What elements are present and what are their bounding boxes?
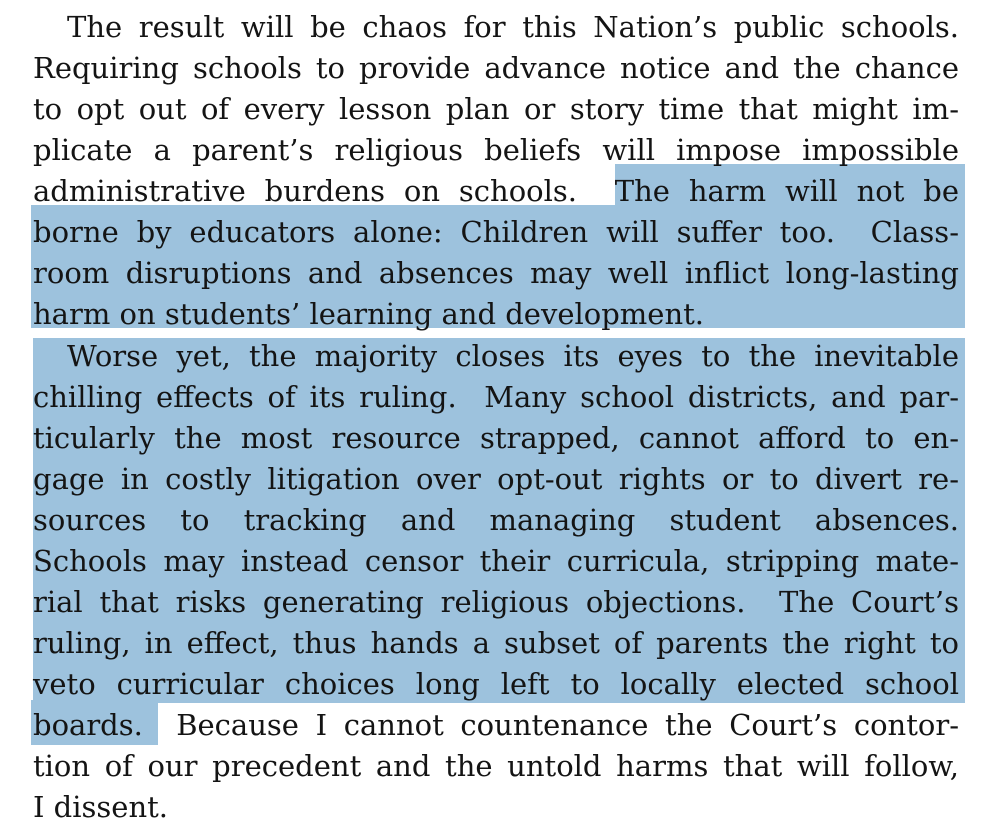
text-line: boards. Because I cannot countenance the Court’s contor- <box>33 708 959 742</box>
text-line: borne by educators alone: Children will suffer too. Class- <box>33 215 959 249</box>
text-line: ticularly the most resource strapped, cannot afford to en- <box>33 421 959 455</box>
text-line: administrative burdens on schools. The harm will not be <box>33 174 959 208</box>
text-line: gage in costly litigation over opt-out rights or to divert re- <box>33 462 959 496</box>
text-line: Schools may instead censor their curricula, stripping mate- <box>33 544 959 578</box>
text-line: plicate a parent’s religious beliefs will impose impossible <box>33 133 959 167</box>
text-line: room disruptions and absences may well inflict long-lasting <box>33 256 959 290</box>
text-line: I dissent. <box>33 790 168 824</box>
text-line: The result will be chaos for this Nation’s public schools. <box>67 10 959 44</box>
text-line: to opt out of every lesson plan or story time that might im- <box>33 92 959 126</box>
text-line: chilling effects of its ruling. Many school districts, and par- <box>33 380 959 414</box>
text-line: Requiring schools to provide advance notice and the chance <box>33 51 959 85</box>
text-line: Worse yet, the majority closes its eyes to the inevitable <box>67 339 959 373</box>
text-line: sources to tracking and managing student absences. <box>33 503 959 537</box>
text-line: harm on students’ learning and development. <box>33 297 705 331</box>
text-line: rial that risks generating religious objections. The Court’s <box>33 585 959 619</box>
text-line: ruling, in effect, thus hands a subset of parents the right to <box>33 626 959 660</box>
text-line: tion of our precedent and the untold harms that will follow, <box>33 749 959 783</box>
text-line: veto curricular choices long left to locally elected school <box>33 667 959 701</box>
